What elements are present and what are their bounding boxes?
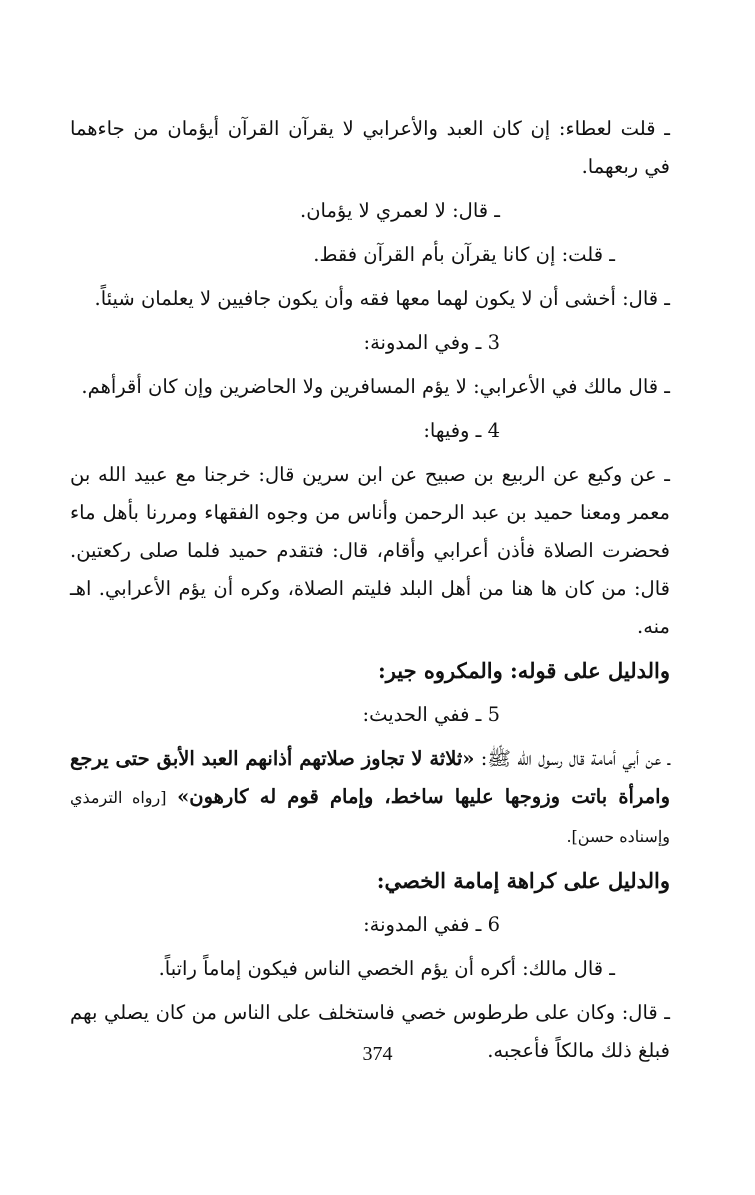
heading-makruh: والدليل على قوله: والمكروه جير: (377, 658, 670, 683)
hadith-text: «ثلاثة لا تجاوز صلاتهم أذانهم العبد الأبق حتى يرجع وامرأة باتت وزوجها عليها ساخط، وإمام قوم له كارهون» (70, 747, 671, 808)
paragraph-malik-khasi: ـ قال مالك: أكره أن يؤم الخصي الناس فيكون إماماً راتباً. (158, 957, 615, 980)
paragraph-hadith-intro: 5 ـ ففي الحديث: (362, 703, 500, 726)
page-number: 374 (362, 1043, 393, 1065)
hadith-source: [رواه الترمذي وإسناده حسن]. (70, 788, 670, 846)
paragraph-ata-answer: ـ قال: لا لعمري لا يؤمان. (300, 199, 500, 222)
paragraph-waki-narration: ـ عن وكيع عن الربيع بن صبيح عن ابن سرين قال: خرجنا مع عبيد الله بن معمر ومعنا حميد بن عبد الرحمن وأناس من وجوه الفقهاء ومررنا بأهل ماء فحضرت الصلاة فأذن أعرابي وأقام، قال: فتقدم حميد فلما صلى ركعتين. قال: من كان ها هنا من أهل البلد فليتم الصلاة، وكره أن يؤم الأعرابي. اهـ منه. (70, 463, 671, 638)
paragraph-malik-arab: ـ قال مالك في الأعرابي: لا يؤم المسافرين ولا الحاضرين وإن كان أقرأهم. (81, 375, 670, 398)
paragraph-hadith (70, 740, 670, 856)
paragraph-tartus: ـ قال: وكان على طرطوس خصي فاستخلف على الناس من كان يصلي بهم فبلغ ذلك مالكاً فأعجبه. (70, 1001, 670, 1062)
paragraph-mudawwana-6: 6 ـ ففي المدونة: (363, 913, 500, 936)
paragraph-umm-quran: ـ قلت: إن كانا يقرآن بأم القرآن فقط. (313, 243, 615, 266)
paragraph-fear-ignorance: ـ قال: أخشى أن لا يكون لهما معها فقه وأن يكون جافيين لا يعلمان شيئاً. (94, 287, 670, 310)
page-body (70, 110, 670, 1076)
hadith-prefix: ـ عن أبي أمامة قال رسول الله ﷺ: (480, 747, 671, 770)
paragraph-ata-question: ـ قلت لعطاء: إن كان العبد والأعرابي لا يقرآن القرآن أيؤمان من جاءهما في ربعهما. (70, 117, 670, 178)
heading-khasi: والدليل على كراهة إمامة الخصي: (376, 868, 670, 893)
paragraph-mudawwana-3: 3 ـ وفي المدونة: (363, 331, 500, 354)
paragraph-fiha-4: 4 ـ وفيها: (423, 419, 500, 442)
